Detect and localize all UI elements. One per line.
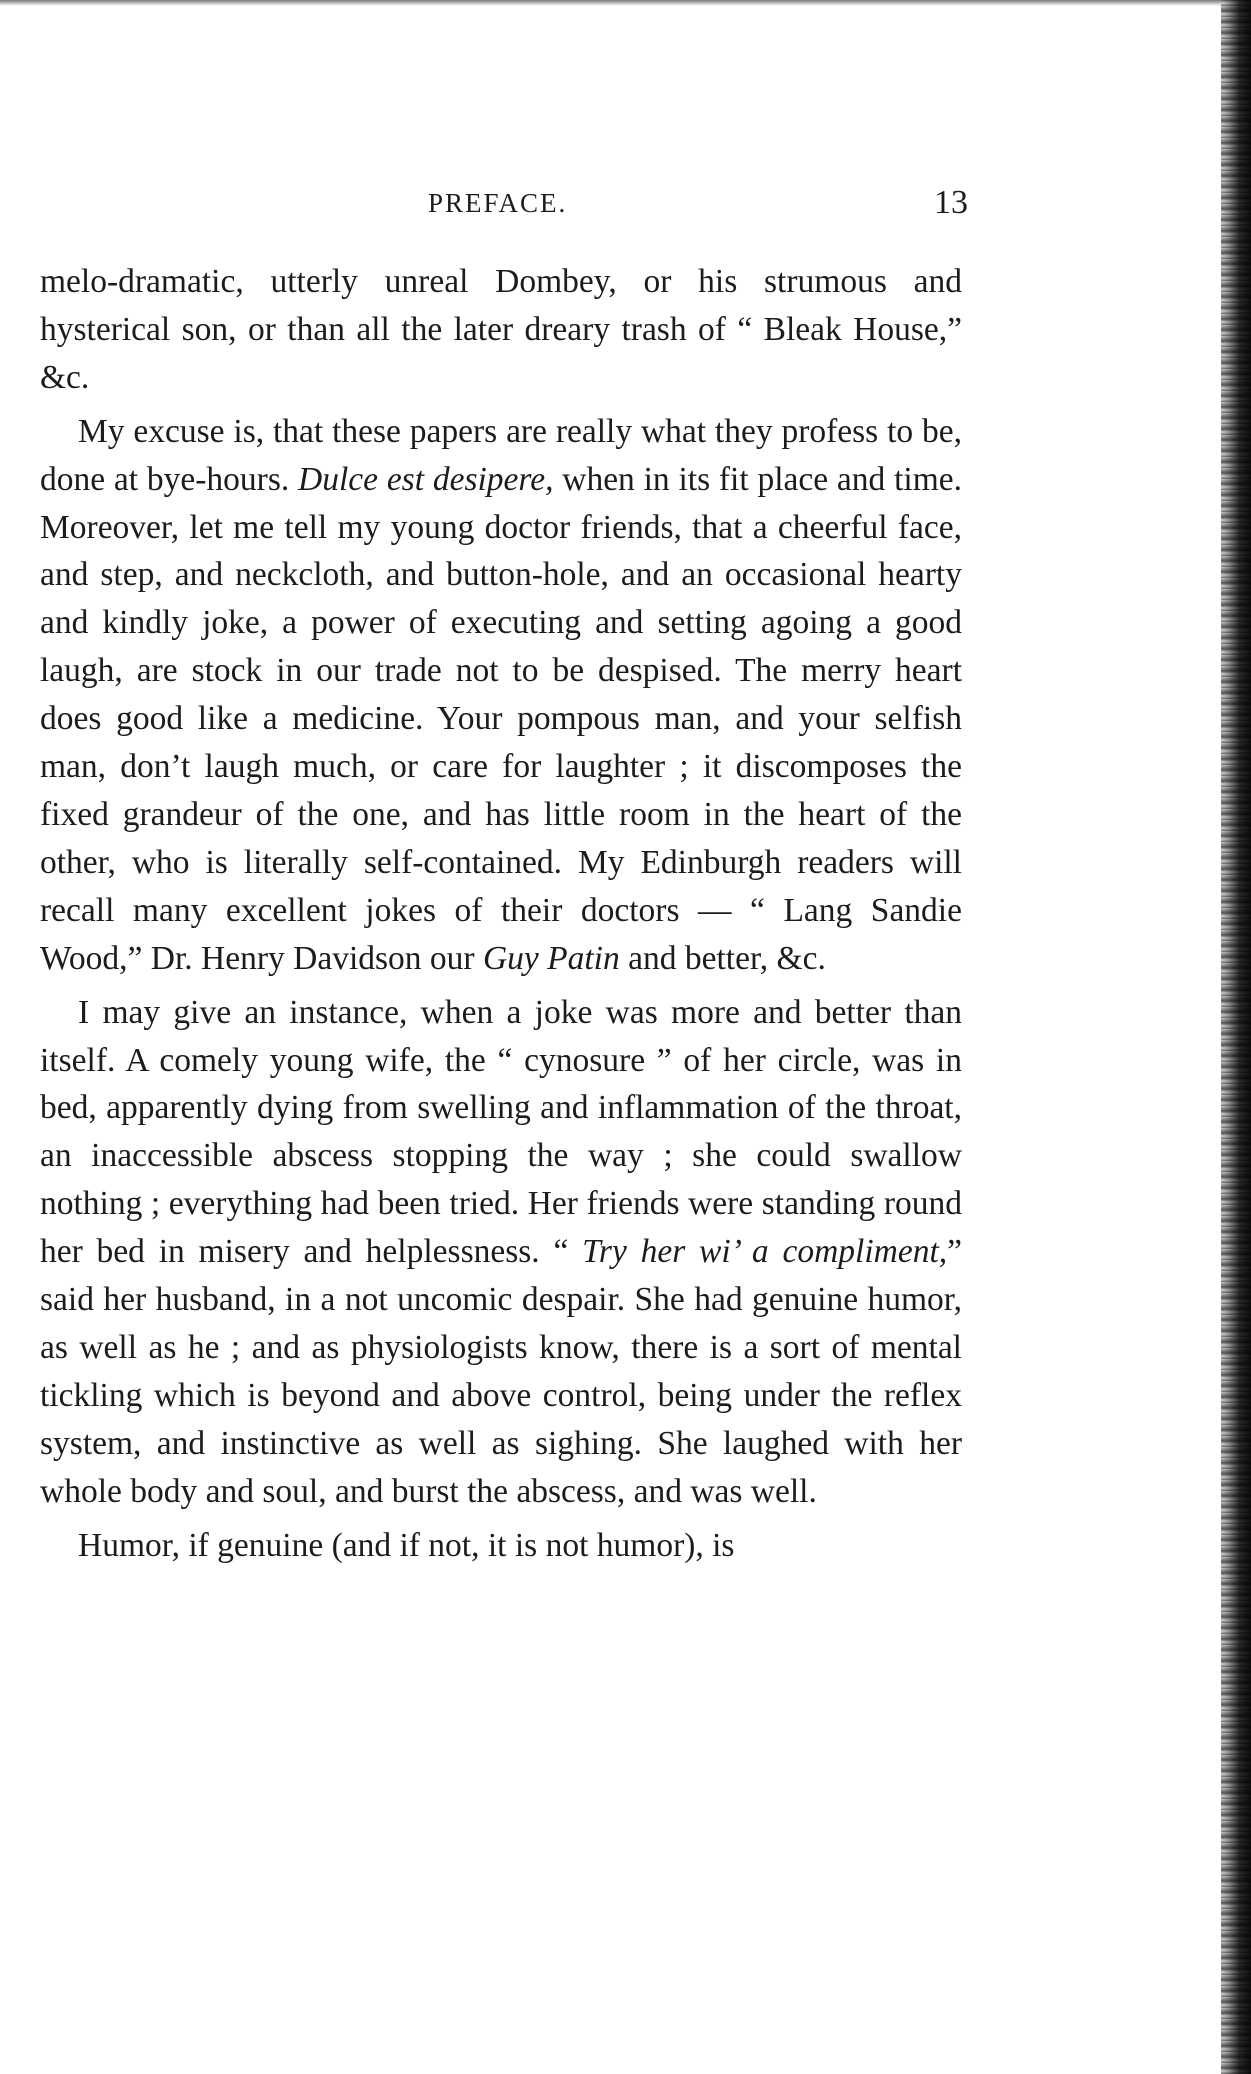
paragraph xyxy=(40,1522,962,1570)
page-top-edge-shadow xyxy=(0,0,1251,6)
paragraph xyxy=(40,989,962,1516)
paragraph xyxy=(40,408,962,983)
text-run: ” said her husband, in a not uncomic despair. She had genuine humor, as well as he ; and as physiologists know, there is a sort of mental tickling which is beyond and above control, being under the reflex system, and instinctive as well as sighing. She laughed with her whole body and soul, and burst the abscess, and was well. xyxy=(40,1233,963,1510)
page-number: 13 xyxy=(934,184,968,221)
text-run: Humor, if genuine (and if not, it is not humor), is xyxy=(78,1526,735,1564)
text-run: My excuse is, that these papers are really what they profess to be, done at bye-hours. xyxy=(40,412,962,498)
book-spine-edge xyxy=(1221,0,1251,2074)
text-run: I may give an instance, when a joke was more and better than itself. A comely young wife, the “ cynosure ” of her circle, was in bed, apparently dying from swelling and inflammation of the throat, an inaccessible abscess stopping the way ; she could swallow nothing ; everything had been tried. Her friends were standing round her bed in misery and helplessness. “ xyxy=(40,993,962,1271)
text-run: when in its fit place and time. Moreover, let me tell my young doctor friends, that a cheerful face, and step, and neckcloth, and button-hole, and an occasional hearty and kindly joke, a power of executing and setting agoing a good laugh, are stock in our trade not to be despised. The merry heart does good like a medicine. Your pompous man, and your selfish man, don’t laugh much, or care for laughter ; it discomposes the fixed grandeur of the one, and has little room in the heart of the other, who is literally self-contained. My Edinburgh readers will recall many excellent jokes of their doctors — “ Lang Sandie Wood,” Dr. Henry Davidson our xyxy=(40,460,963,977)
italic-phrase: Try her wi’ a compliment, xyxy=(582,1233,948,1271)
body-text xyxy=(40,258,962,1569)
text-run: and better, &c. xyxy=(619,939,826,977)
paragraph-continued xyxy=(40,258,962,402)
italic-phrase: Guy Patin xyxy=(482,939,620,977)
text-run: melo-dramatic, utterly unreal Dombey, or his strumous and hysterical son, or than all the later dreary trash of “ Bleak House,” &c. xyxy=(40,263,962,396)
page-header xyxy=(428,184,968,228)
running-title: PREFACE. xyxy=(428,188,568,218)
italic-phrase: Dulce est desipere, xyxy=(298,460,554,498)
